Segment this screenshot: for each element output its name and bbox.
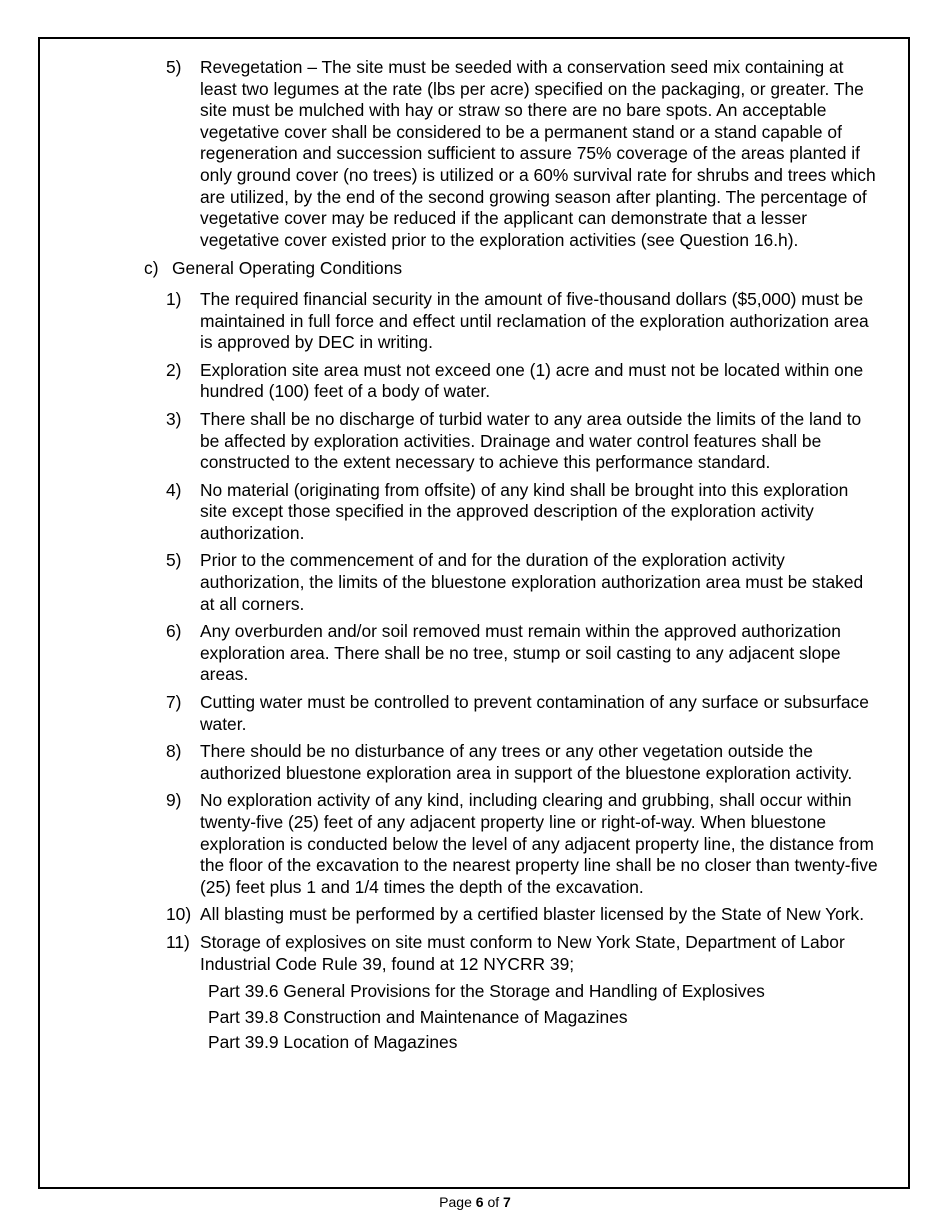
footer-prefix: Page [439,1194,472,1210]
condition-item [40,409,908,474]
condition-item [40,790,908,898]
part-reference: Part 39.9 Location of Magazines [208,1032,458,1053]
item-number: 4) [166,479,182,500]
item-number: 9) [166,790,182,811]
item-number: 1) [166,288,182,309]
item-number: 10) [166,904,192,925]
part-reference: Part 39.8 Construction and Maintenance of Magazines [208,1006,628,1027]
item-number: 3) [166,408,182,429]
section-heading [40,258,908,280]
item-number: 2) [166,359,182,380]
condition-item [40,904,908,926]
item-number: 6) [166,621,182,642]
page-footer [0,1194,950,1210]
current-page: 6 [475,1194,484,1210]
footer-of: of [487,1194,500,1210]
item-text: The required financial security in the amount of five-thousand dollars ($5,000) must be maintained in full force and effect until reclamation of the exploration authorization area is approved by DEC in writing. [200,288,869,353]
condition-item [40,932,908,975]
condition-item [40,289,908,354]
condition-item [40,621,908,686]
item-number: 11) [166,931,190,952]
item-number: 7) [166,692,182,713]
section-title: General Operating Conditions [172,258,403,279]
item-number: 5) [166,57,182,77]
item-number: 5) [166,550,182,571]
item-text: There shall be no discharge of turbid water to any area outside the limits of the land to be affected by exploration activities. Drainage and water control features shall be constructed to the extent necessary to achieve this performance standard. [200,408,862,473]
part-reference: Part 39.6 General Provisions for the Storage and Handling of Explosives [208,981,765,1002]
section-label: c) [144,258,159,279]
item-text: All blasting must be performed by a certified blaster licensed by the State of New York. [200,904,865,925]
page-border [38,37,910,1189]
item-text: Exploration site area must not exceed one (1) acre and must not be located within one hundred (100) feet of a body of water. [200,359,864,402]
condition-item [40,550,908,615]
total-pages: 7 [503,1194,511,1210]
condition-item [40,480,908,545]
item-text: There should be no disturbance of any trees or any other vegetation outside the authorized bluestone exploration area in support of the bluestone exploration activity. [200,741,853,783]
item-text: No material (originating from offsite) of any kind shall be brought into this exploration site except those specified in the approved description of the exploration activity authorization. [200,479,849,543]
item-text: No exploration activity of any kind, including clearing and grubbing, shall occur within twenty-five (25) feet of any adjacent property line or right-of-way. When bluestone exploration is conducted below the level of any adjacent property line, the distance from the floor of the excavation to the nearest property line shall be no closer than twenty-five (25) feet plus 1 and 1/4 times the depth of the excavation. [200,790,878,897]
item-number: 8) [166,741,182,762]
condition-item [40,360,908,403]
item-text: Any overburden and/or soil removed must remain within the approved authorization exploration area. There shall be no tree, stump or soil casting to any adjacent slope areas. [200,621,841,685]
condition-item [40,692,908,735]
item-text: Prior to the commencement of and for the duration of the exploration activity authorization, the limits of the bluestone exploration authorization area must be staked at all corners. [200,550,864,614]
item-text: Storage of explosives on site must conform to New York State, Department of Labor Industrial Code Rule 39, found at 12 NYCRR 39; [200,931,845,974]
item-text: Revegetation – The site must be seeded with a conservation seed mix containing at least two legumes at the rate (lbs per acre) specified on the packaging, or greater. The site must be mulched with hay or straw so there are no bare spots. An acceptable vegetative cover shall be considered to be a permanent stand or a stand capable of regeneration and succession sufficient to assure 75% coverage of the areas planted if only ground cover (no trees) is utilized or a 60% survival rate for shrubs and trees which are utilized, by the end of the second growing season after planting. The percentage of vegetative cover may be reduced if the applicant can demonstrate that a lesser vegetative cover existed prior to the exploration activities (see Question 16.h). [200,57,876,250]
page-content [40,57,908,1058]
revegetation-item [40,57,908,251]
condition-item [40,741,908,784]
item-text: Cutting water must be controlled to prevent contamination of any surface or subsurface water. [200,692,869,734]
